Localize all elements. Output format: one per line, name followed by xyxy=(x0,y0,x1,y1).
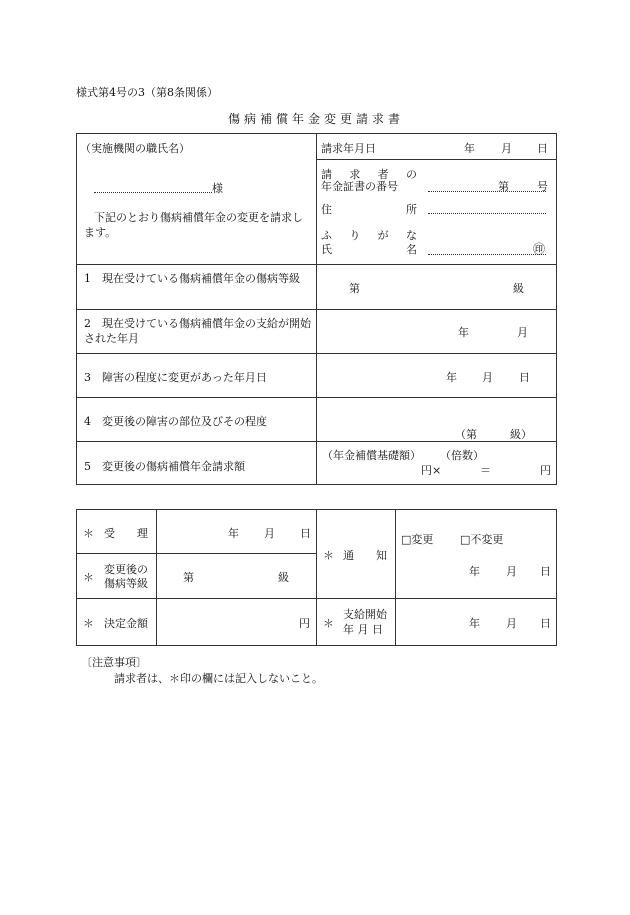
item-1-kyu: 級 xyxy=(513,282,524,295)
request-month: 月 xyxy=(501,142,512,155)
start-label-2: 年 月 日 xyxy=(343,623,383,636)
changed-grade-kyu: 級 xyxy=(278,571,289,584)
request-year: 年 xyxy=(464,142,475,155)
item-2-month: 月 xyxy=(517,326,528,339)
cert-no-line[interactable] xyxy=(428,191,546,192)
receipt-day: 日 xyxy=(300,527,311,540)
name-label: 氏 名 xyxy=(321,243,417,256)
notice-asterisk: ＊ xyxy=(323,549,334,562)
start-year: 年 xyxy=(469,617,480,630)
request-day: 日 xyxy=(537,142,548,155)
item-5-yen-times: 円× xyxy=(421,464,442,477)
cert-go: 号 xyxy=(537,180,548,193)
item-5-equals: ＝ xyxy=(480,464,491,477)
name-line[interactable] xyxy=(428,254,546,255)
notes-heading: 〔注意事項〕 xyxy=(81,656,147,669)
decided-amount-yen: 円 xyxy=(299,617,310,630)
item-5-label: 5 変更後の傷病補償年金請求額 xyxy=(84,460,245,473)
cert-dai: 第 xyxy=(498,180,509,193)
item-5-base-label: （年金補償基礎額） xyxy=(322,449,421,462)
notice-month: 月 xyxy=(506,565,517,578)
receipt-year: 年 xyxy=(228,527,239,540)
org-label: （実施機関の職氏名） xyxy=(80,142,190,155)
address-label: 住 所 xyxy=(321,203,417,216)
change-option[interactable]: □変更 xyxy=(401,533,434,546)
changed-grade-dai: 第 xyxy=(183,571,194,584)
receipt-asterisk: ＊ xyxy=(83,527,94,540)
notice-year: 年 xyxy=(469,565,480,578)
item-3-label: 3 障害の程度に変更があった年月日 xyxy=(84,371,267,384)
item-4-label: 4 変更後の障害の部位及びその程度 xyxy=(84,415,267,428)
start-asterisk: ＊ xyxy=(323,617,334,630)
claimant-label: 請 求 者 の xyxy=(321,168,417,181)
item-5-yen: 円 xyxy=(540,464,551,477)
form-title: 傷病補償年金変更請求書 xyxy=(228,112,405,126)
item-4-grade: （第 級） xyxy=(455,428,532,441)
changed-grade-label-1: 変更後の xyxy=(104,563,148,576)
nochange-option[interactable]: □不変更 xyxy=(460,533,504,546)
sama-label: 様 xyxy=(212,182,223,195)
decided-amount-label: 決定金額 xyxy=(104,617,148,630)
notice-day: 日 xyxy=(540,565,551,578)
org-name-line[interactable] xyxy=(94,192,212,193)
item-2-year: 年 xyxy=(458,326,469,339)
amount-asterisk: ＊ xyxy=(83,617,94,630)
item-5-mult-label: （倍数） xyxy=(440,449,484,462)
grade-asterisk: ＊ xyxy=(83,571,94,584)
seal-mark: ㊞ xyxy=(533,242,546,256)
cert-no-label: 年金証書の番号 xyxy=(321,180,398,193)
item-1-label: 1 現在受けている傷病補償年金の傷病等級 xyxy=(84,272,300,285)
notice-label: 通 知 xyxy=(343,549,387,562)
item-3-month: 月 xyxy=(482,371,493,384)
receipt-label: 受 理 xyxy=(104,527,148,540)
item-3-year: 年 xyxy=(446,371,457,384)
start-month: 月 xyxy=(506,617,517,630)
item-1-dai: 第 xyxy=(349,282,360,295)
item-2-label: 2 現在受けている傷病補償年金の支給が開始された年月 xyxy=(84,317,311,345)
receipt-month: 月 xyxy=(264,527,275,540)
request-text: 下記のとおり傷病補償年金の変更を請求します。 xyxy=(84,211,303,239)
request-date-label: 請求年月日 xyxy=(321,142,376,155)
address-line[interactable] xyxy=(428,213,546,214)
start-day: 日 xyxy=(540,617,551,630)
furigana-label: ふ り が な xyxy=(321,229,417,242)
form-number: 様式第4号の3（第8条関係） xyxy=(76,86,218,99)
item-3-day: 日 xyxy=(519,371,530,384)
notes-text: 請求者は、＊印の欄には記入しないこと。 xyxy=(114,672,323,685)
changed-grade-label-2: 傷病等級 xyxy=(104,577,148,590)
start-label-1: 支給開始 xyxy=(343,608,387,621)
